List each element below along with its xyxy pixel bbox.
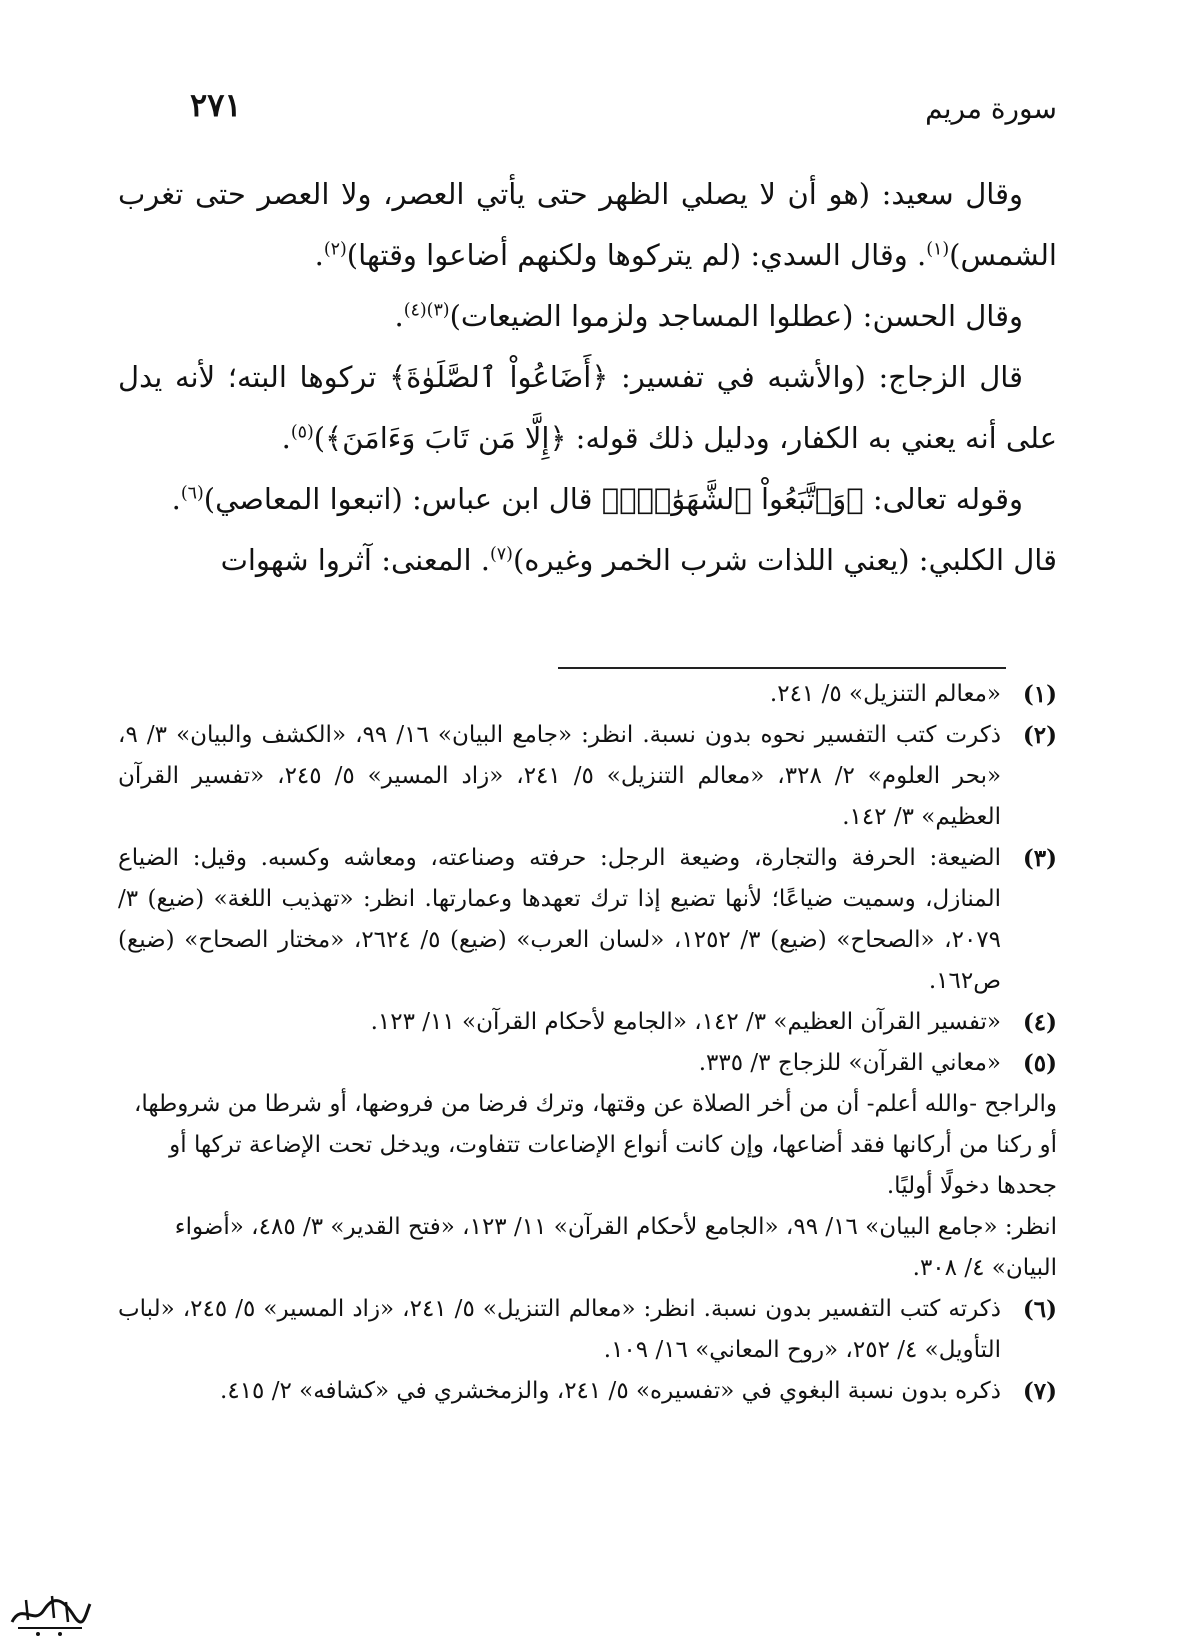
footnote-text: ذكرت كتب التفسير نحوه بدون نسبة. انظر: «جامع البيان» ١٦/ ٩٩، «الكشف والبيان» ٣/ ٩، «بحر العلوم» ٢/ ٣٢٨، «معالم التنزيل» ٥/ ٢٤١، «زاد المسير» ٥/ ٢٤٥، «تفسير القرآن العظيم» ٣/ ١٤٢. [118,722,1002,830]
paragraph-1-text: وقال سعيد: (هو أن لا يصلي الظهر حتى يأتي العصر، ولا العصر حتى تغرب الشمس) [118,177,1057,272]
footnote-number: (٥) [1022,1050,1057,1077]
footnote-text: «تفسير القرآن العظيم» ٣/ ١٤٢، «الجامع لأحكام القرآن» ١١/ ١٢٣. [370,1009,1001,1035]
surah-title: سورة مريم [925,92,1057,125]
paragraph-2-end: . [394,299,404,333]
footnote-number: (٦) [1022,1296,1057,1323]
footnote-number: (٢) [1022,722,1057,749]
footnote-text: ذكرته كتب التفسير بدون نسبة. انظر: «معالم التنزيل» ٥/ ٢٤١، «زاد المسير» ٥/ ٢٤٥، «لباب التأويل» ٤/ ٢٥٢، «روح المعاني» ١٦/ ١٠٩. [118,1296,1001,1363]
footnote-ref-7[interactable]: (٧) [490,544,513,565]
paragraph-4-end: . [171,482,181,516]
paragraph-3-text: قال الزجاج: (والأشبه في تفسير: ﴿أَضَاعُواْ ٱلصَّلَوٰةَ﴾ تركوها البته؛ لأنه يدل على أنه يعني به الكفار، ودليل ذلك قوله: ﴿إِلَّا مَن تَابَ وَءَامَنَ﴾) [118,360,1057,455]
footnote-7 [118,1371,1057,1412]
footnote-2 [118,715,1057,838]
footnote-5-references: انظر: «جامع البيان» ١٦/ ٩٩، «الجامع لأحكام القرآن» ١١/ ١٢٣، «فتح القدير» ٣/ ٤٨٥، «أضواء البيان» ٤/ ٣٠٨. [174,1214,1057,1281]
paragraph-4 [118,469,1057,530]
footnote-text: ذكره بدون نسبة البغوي في «تفسيره» ٥/ ٢٤١، والزمخشري في «كشافه» ٢/ ٤١٥. [220,1378,1001,1404]
paragraph-3 [118,347,1057,469]
footnotes [118,674,1057,1412]
footnote-6 [118,1289,1057,1371]
footnote-5 [118,1043,1057,1084]
paragraph-4-text: وقوله تعالى: ﴿وَٱتَّبَعُواْ ٱلشَّهَوَٰتِۖ﴾ قال ابن عباس: (اتبعوا المعاصي) [203,482,1023,516]
footnote-text: «معاني القرآن» للزجاج ٣/ ٣٣٥. [698,1050,1001,1076]
paragraph-5-text: قال الكلبي: (يعني اللذات شرب الخمر وغيره) [512,543,1057,577]
footnote-ref-2[interactable]: (٢) [323,239,347,260]
footnote-5-discussion: والراجح -والله أعلم- أن من أخر الصلاة عن وقتها، وترك فرضا من فروضها، أو شرطا من شروطها، أو ركنا من أركانها فقد أضاعها، وإن كانت أنواع الإضاعات تتفاوت، ويدخل تحت الإضاعة تركها أو جحدها دخولًا أوليًا. [133,1091,1057,1199]
footnote-text: «معالم التنزيل» ٥/ ٢٤١. [769,681,1001,707]
main-text [118,164,1057,591]
footnote-number: (١) [1022,681,1057,708]
footnote-3 [118,838,1057,1002]
footnote-number: (٧) [1022,1378,1057,1405]
footnote-text: الضيعة: الحرفة والتجارة، وضيعة الرجل: حرفته وصناعته، ومعاشه وكسبه. وقيل: الضياع المنازل، وسميت ضياعًا؛ لأنها تضيع إذا ترك تعهدها وعمارتها. انظر: «تهذيب اللغة» (ضيع) ٣/ ٢٠٧٩، «الصحاح» (ضيع) ٣/ ١٢٥٢، «لسان العرب» (ضيع) ٥/ ٢٦٢٤، «مختار الصحاح» (ضيع) ص١٦٢. [118,845,1002,994]
paragraph-1-end: . [314,238,324,272]
footnote-number: (٤) [1022,1009,1057,1036]
paragraph-1 [118,164,1057,286]
paragraph-5 [118,530,1057,591]
footnote-ref-3-4[interactable]: (٣)(٤) [403,300,450,321]
footnote-4 [118,1002,1057,1043]
page-header [120,82,1057,142]
page-number: ٢٧١ [190,86,242,124]
footnote-number: (٣) [1022,845,1057,872]
paragraph-5-end: . المعنى: آثروا شهوات [220,543,490,577]
paragraph-3-end: . [281,421,291,455]
paragraph-2-text: وقال الحسن: (عطلوا المساجد ولزموا الضيعات) [449,299,1023,333]
footnote-ref-1[interactable]: (١) [926,239,950,260]
paragraph-1-continuation: . وقال السدي: (لم يتركوها ولكنهم أضاعوا وقتها) [346,238,927,272]
footnote-1 [118,674,1057,715]
publisher-logo-icon [4,1582,94,1642]
footnote-divider [558,667,1006,669]
paragraph-2 [118,286,1057,347]
footnote-ref-6[interactable]: (٦) [180,483,204,504]
footnote-ref-5[interactable]: (٥) [290,422,314,443]
